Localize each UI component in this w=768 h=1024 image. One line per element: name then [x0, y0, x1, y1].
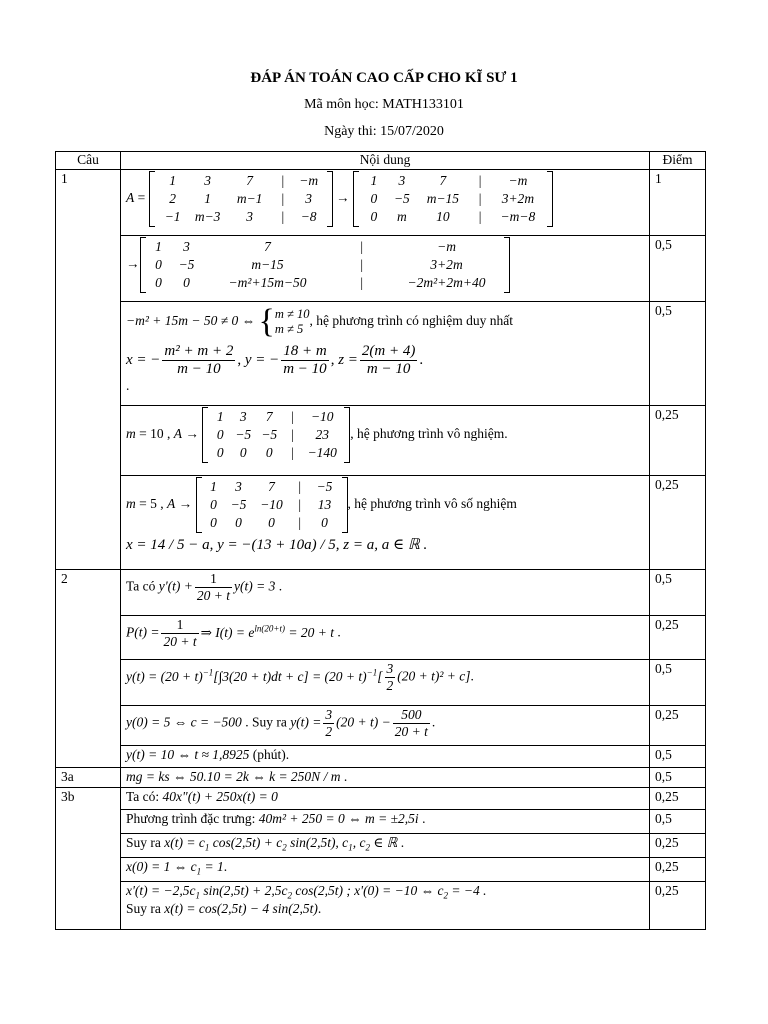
exam-date: Ngày thi: 15/07/2020: [324, 124, 444, 139]
table-row: [56, 570, 706, 616]
table-row: [56, 882, 706, 930]
matrix: 1 3 7 | −m 2 1 m−1 | 3 −1 m−3 3 | −8: [149, 171, 333, 227]
table-row: [56, 616, 706, 660]
table-row: [56, 476, 706, 570]
content-cell: Ta có: 40x"(t) + 250x(t) = 0: [121, 788, 650, 810]
table-row: [56, 406, 706, 476]
unique-solution-text: , hệ phương trình có nghiệm duy nhất: [309, 313, 513, 329]
content-cell: Ta có y'(t) + $\frac{1}{20 + t}$ y(t) = 3 .: [121, 570, 650, 616]
table-row: [56, 170, 706, 236]
score-cell: 1: [650, 170, 706, 236]
matrix: 1 3 7 | −m 0 −5 m−15 | 3+2m 0 m 10 | −m−8: [353, 171, 553, 227]
content-cell: A = 1 3 7 | −m 2 1 m−1 | 3 −1 m−3 3 | −8 → 1 3 7 | −m 0 −5 m−15 | 3+2m 0 m 10 | −m−8: [121, 170, 650, 236]
content-cell: → 1 3 7 | −m 0 −5 m−15 | 3+2m 0 0 −m²+15m−50 | −2m²+2m+40: [121, 236, 650, 302]
header-content: Nội dung: [121, 152, 650, 170]
score-cell: 0,25: [650, 706, 706, 746]
matrix: 1 3 7 | −10 0 −5 −5 | 23 0 0 0 | −140: [202, 407, 350, 463]
question-number: 2: [56, 570, 121, 616]
table-row: [56, 810, 706, 834]
header-question: Câu: [56, 152, 121, 170]
question-number: 1: [56, 170, 121, 236]
score-cell: 0,5: [650, 570, 706, 616]
content-cell: m = 10 , A → 1 3 7 | −10 0 −5 −5 | 23 0 0 0 | −140 , hệ phương trình vô nghiệm.: [121, 406, 650, 476]
score-cell: 0,25: [650, 882, 706, 930]
question-number: 3a: [56, 768, 121, 788]
score-cell: 0,5: [650, 768, 706, 788]
table-row: [56, 706, 706, 746]
score-cell: 0,5: [650, 810, 706, 834]
course-code: Mã môn học: MATH133101: [304, 97, 464, 112]
content-cell: $x'(t) = -2,5c_1$ $\sin(2,5t) + 2,5c_2$ cos(2,5t) ; x'(0) = −10 ⇔ $c_2 = -4$ . Suy ra x(t) = cos(2,5t) − 4 sin(2,5t).: [121, 882, 650, 930]
score-cell: 0,25: [650, 834, 706, 858]
score-cell: 0,5: [650, 302, 706, 406]
document-title: ĐÁP ÁN TOÁN CAO CẤP CHO KĨ SƯ 1: [250, 70, 518, 86]
infinite-solutions-text: , hệ phương trình vô số nghiệm: [347, 496, 517, 512]
no-solution-text: , hệ phương trình vô nghiệm.: [350, 426, 508, 442]
score-cell: 0,25: [650, 788, 706, 810]
score-cell: 0,25: [650, 476, 706, 570]
table-row: [56, 746, 706, 768]
content-cell: P(t) = $\frac{1}{20 + t}$ ⇒ $I(t) = e^{ln(20+t)} = 20 + t$ .: [121, 616, 650, 660]
matrix: 1 3 7 | −m 0 −5 m−15 | 3+2m 0 0 −m²+15m−50 | −2m²+2m+40: [140, 237, 510, 293]
table-row: [56, 768, 706, 788]
question-number: 3b: [56, 788, 121, 810]
table-row: [56, 660, 706, 706]
score-cell: 0,25: [650, 616, 706, 660]
content-cell: mg = ks ⇔ 50.10 = 2k ⇔ k = 250N / m .: [121, 768, 650, 788]
table-row: [56, 834, 706, 858]
header-score: Điểm: [650, 152, 706, 170]
content-cell: x(0) = 1 ⇔ $c_1 = 1$.: [121, 858, 650, 882]
table-row: [56, 236, 706, 302]
answer-table: [55, 151, 706, 930]
score-cell: 0,5: [650, 236, 706, 302]
content-cell: $y(t) = (20 + t)^{-1}[\int 3(20 + t)dt + c] = (20 + t)^{-1}$[ $\frac{3}{2}$ (20 + t)² + c].: [121, 660, 650, 706]
score-cell: 0,25: [650, 858, 706, 882]
table-header-row: [56, 152, 706, 170]
table-row: [56, 858, 706, 882]
table-row: [56, 788, 706, 810]
content-cell: Phương trình đặc trưng: 40m² + 250 = 0 ⇔ m = ±2,5i .: [121, 810, 650, 834]
content-cell: m = 5 , A → 1 3 7 | −5 0 −5 −10 | 13 0 0 0 | 0 , hệ phương trình vô số nghiệm x = 14 / 5 − a, y = −(13 + 10a) / 5, z = a, a ∈ ℝ .: [121, 476, 650, 570]
matrix: 1 3 7 | −5 0 −5 −10 | 13 0 0 0 | 0: [196, 477, 348, 533]
score-cell: 0,5: [650, 660, 706, 706]
content-cell: y(0) = 5 ⇔ c = −500 . Suy ra y(t) = $\frac{3}{2}$ (20 + t) − $\frac{500}{20 + t}$ .: [121, 706, 650, 746]
content-cell: −m² + 15m − 50 ≠ 0 ⇔ { m ≠ 10 m ≠ 5 , hệ phương trình có nghiệm duy nhất x = − $\frac{\text{m² + m + 2}}{m - 10}$ , y = − $\frac{18 + m}{m - 10}$ , z = $\frac{2(m + 4)}{m - 10}$ . .: [121, 302, 650, 406]
content-cell: y(t) = 10 ⇔ t ≈ 1,8925 (phút).: [121, 746, 650, 768]
content-cell: Suy ra $x(t) = c_1$ $\cos(2,5t) + c_2$ sin(2,5t), $c_1$, $c_2$ ∈ ℝ .: [121, 834, 650, 858]
score-cell: 0,25: [650, 406, 706, 476]
score-cell: 0,5: [650, 746, 706, 768]
table-row: [56, 302, 706, 406]
